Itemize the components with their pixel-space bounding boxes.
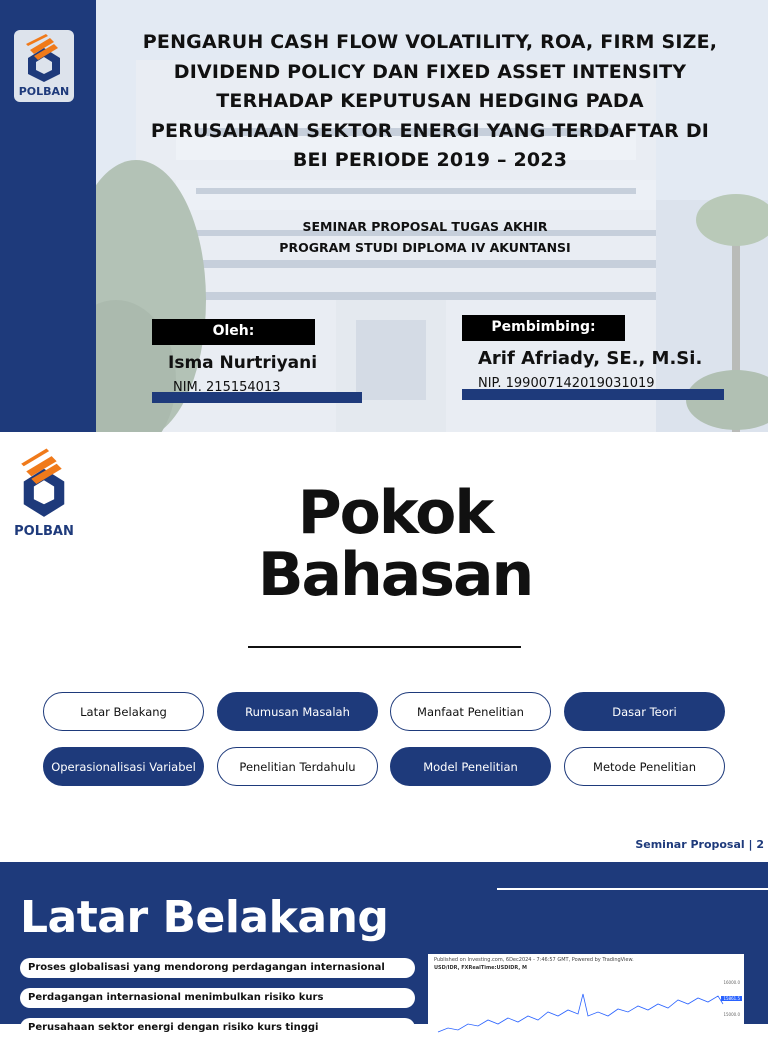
title-divider	[248, 646, 521, 648]
usd-idr-chart-screenshot	[428, 954, 744, 1034]
y-tick-label: 16000.0	[723, 980, 740, 985]
polban-emblem-icon	[16, 446, 72, 522]
current-price-tag: 15861.5	[723, 996, 740, 1001]
polban-logo	[14, 446, 74, 539]
list-item: Perusahaan sektor energi dengan risiko kurs tinggi	[20, 1018, 415, 1038]
subtitle-line-1: SEMINAR PROPOSAL TUGAS AKHIR	[302, 219, 548, 234]
topic-operasionalisasi-variabel-button[interactable]: Operasionalisasi Variabel	[43, 747, 204, 786]
chart-caption: Published on Investing.com, 6Dec2024 - 7:46:57 GMT, Powered by TradingView.	[434, 957, 634, 963]
agenda-title-line-1: Pokok	[297, 478, 493, 548]
seminar-subtitle	[200, 216, 650, 258]
agenda-title	[180, 478, 610, 610]
polban-logo	[14, 30, 74, 102]
topic-manfaat-penelitian-button[interactable]: Manfaat Penelitian	[390, 692, 551, 731]
author-label: Oleh:	[152, 319, 315, 345]
topic-latar-belakang-button[interactable]: Latar Belakang	[43, 692, 204, 731]
logo-wordmark: POLBAN	[14, 524, 74, 539]
advisor-name: Arif Afriady, SE., M.Si.	[478, 348, 703, 369]
title-slide	[0, 0, 768, 432]
subtitle-line-2: PROGRAM STUDI DIPLOMA IV AKUNTANSI	[279, 240, 571, 255]
topic-metode-penelitian-button[interactable]: Metode Penelitian	[564, 747, 725, 786]
list-item: Perdagangan internasional menimbulkan risiko kurs	[20, 988, 415, 1008]
author-name: Isma Nurtriyani	[168, 353, 318, 373]
logo-wordmark: POLBAN	[18, 85, 70, 98]
topic-dasar-teori-button[interactable]: Dasar Teori	[564, 692, 725, 731]
slide-footer: Seminar Proposal | 2	[635, 838, 764, 851]
chart-symbol: USD/IDR, FXRealTime:USDIDR, M	[434, 965, 527, 971]
polban-emblem-icon	[22, 34, 66, 84]
topic-penelitian-terdahulu-button[interactable]: Penelitian Terdahulu	[217, 747, 378, 786]
thesis-title: PENGARUH CASH FLOW VOLATILITY, ROA, FIRM SIZE, DIVIDEND POLICY DAN FIXED ASSET INTENSITY TERHADAP KEPUTUSAN HEDGING PADA PERUSAHAAN SEKTOR ENERGI YANG TERDAFTAR DI BEI PERIODE 2019 – 2023	[142, 31, 718, 171]
advisor-label: Pembimbing:	[462, 315, 625, 341]
y-tick-label: 15000.0	[723, 1012, 740, 1017]
author-id: NIM. 215154013	[173, 380, 281, 395]
background-slide	[0, 862, 768, 1033]
advisor-id: NIP. 199007142019031019	[478, 376, 655, 391]
agenda-slide	[0, 432, 768, 862]
list-item: Proses globalisasi yang mendorong perdagangan internasional	[20, 958, 415, 978]
section-title: Latar Belakang	[20, 892, 389, 943]
header-divider	[497, 888, 768, 890]
agenda-title-line-2: Bahasan	[257, 540, 533, 610]
topic-model-penelitian-button[interactable]: Model Penelitian	[390, 747, 551, 786]
topic-rumusan-masalah-button[interactable]: Rumusan Masalah	[217, 692, 378, 731]
